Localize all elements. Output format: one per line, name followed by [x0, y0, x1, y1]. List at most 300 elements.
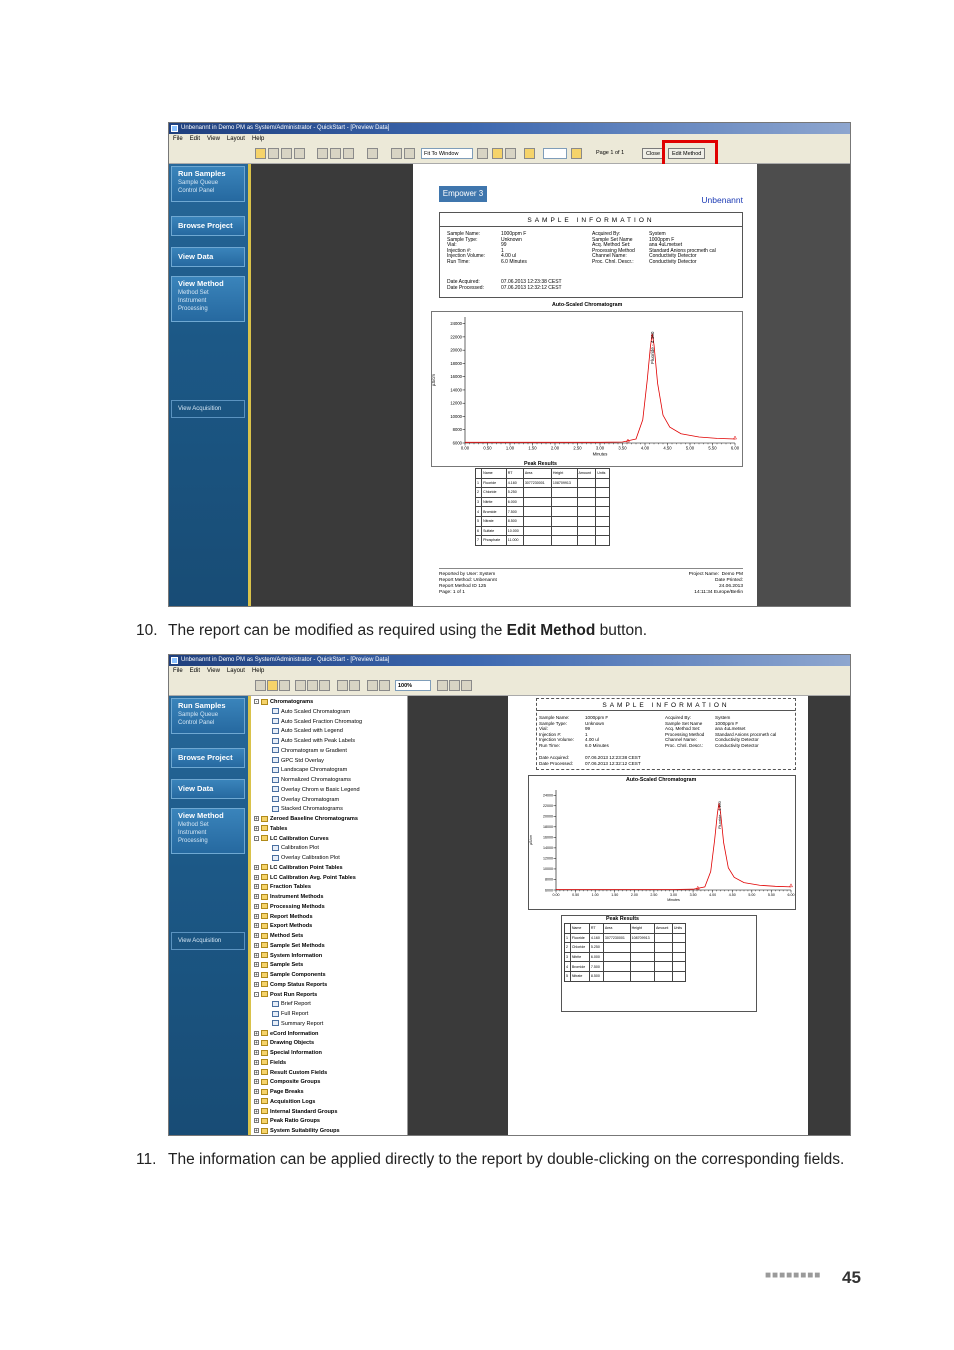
peak-results-table-2 — [564, 923, 686, 982]
report-object-icon — [272, 757, 279, 763]
page-number-select[interactable] — [543, 148, 567, 159]
tree-item[interactable] — [254, 1098, 315, 1108]
peak-table-header-cell: Name — [570, 924, 589, 934]
tree-item[interactable] — [254, 825, 287, 835]
table-cell — [596, 478, 610, 488]
tree-item-label: Overlay Calibration Plot — [281, 855, 340, 861]
report-title: Unbenannt — [701, 195, 743, 205]
report-object-tree — [251, 696, 408, 1135]
expand-icon[interactable]: + — [255, 1050, 258, 1056]
tree-item[interactable] — [254, 1127, 340, 1136]
report-footer-right: Project Name: Demo PM Date Printed: 24.06.2013 14:11:34 Europe/Berlin — [688, 572, 743, 595]
info-divider-2 — [537, 710, 795, 711]
tree-item[interactable] — [272, 766, 347, 776]
undo-icon[interactable] — [337, 680, 348, 691]
menu-view[interactable]: View — [207, 136, 220, 142]
editor-margin-right — [808, 696, 850, 1135]
table-cell: 5 — [565, 971, 571, 981]
table-cell — [523, 536, 551, 546]
y-axis-label: µS/cm — [431, 374, 436, 386]
tree-item[interactable] — [254, 698, 313, 708]
table-cell — [551, 536, 577, 546]
tree-item-label: Method Sets — [270, 933, 304, 939]
sidebar-run-samples-2[interactable]: Run Samples Sample Queue Control Panel — [171, 698, 245, 734]
tree-item[interactable] — [254, 1078, 320, 1088]
step-10-number: 10. — [136, 622, 158, 639]
peak-table-header-cell: Units — [672, 924, 685, 934]
folder-icon — [261, 884, 268, 890]
tree-item[interactable] — [254, 893, 323, 903]
expand-icon[interactable]: + — [255, 1098, 258, 1104]
tree-item[interactable] — [272, 776, 351, 786]
table-cell: 4.160 — [589, 933, 603, 943]
sidebar-view-data[interactable]: View Data — [171, 247, 245, 267]
step-10-bold: Edit Method — [506, 622, 596, 639]
table-cell: 2 — [476, 488, 482, 498]
tree-item-label: eCord Information — [270, 1030, 319, 1037]
y-tick-label: 18000 — [450, 360, 462, 366]
report-object-icon — [272, 708, 279, 714]
table-row — [565, 971, 686, 981]
folder-icon — [261, 933, 268, 939]
expand-icon[interactable]: + — [255, 816, 258, 822]
tree-item[interactable] — [254, 835, 329, 845]
sidebar-browse-project-2[interactable]: Browse Project — [171, 748, 245, 768]
table-cell — [551, 507, 577, 517]
expand-icon[interactable]: + — [255, 825, 258, 831]
sidebar-2 — [169, 696, 251, 1135]
table-cell — [577, 478, 596, 488]
next-page-icon[interactable] — [404, 148, 415, 159]
peak-results-title: Peak Results — [524, 461, 557, 467]
first-page-icon[interactable] — [477, 148, 488, 159]
menu-edit[interactable]: Edit — [189, 136, 201, 142]
y-tick-label: 24000 — [543, 793, 553, 798]
sample-information-title-2: SAMPLE INFORMATION — [602, 702, 730, 709]
report-object-icon — [272, 747, 279, 753]
tree-item-label: Summary Report — [281, 1020, 324, 1027]
tree-item[interactable] — [254, 1030, 318, 1040]
tree-item-label: Landscape Chromatogram — [281, 767, 348, 774]
report-layout-page — [508, 696, 810, 1135]
step-11-text: The information can be applied directly to the report by double-clicking on the corresponding fields. — [168, 1151, 845, 1168]
chromatogram-chart — [431, 311, 743, 467]
tree-item-label: Result Custom Fields — [270, 1069, 328, 1076]
tree-item-label: Auto Scaled with Peak Labels — [281, 738, 356, 744]
cut-icon[interactable] — [295, 680, 306, 691]
tree-item-label: LC Calibration Point Tables — [270, 864, 343, 871]
tree-item[interactable] — [272, 786, 360, 796]
sidebar-browse-project[interactable]: Browse Project — [171, 216, 245, 236]
close-button[interactable]: Close — [642, 148, 664, 159]
peak-table-header-cell: Amount — [655, 924, 673, 934]
table-cell: 8.500 — [589, 971, 603, 981]
report-object-icon — [272, 786, 279, 792]
table-cell: Fluoride — [482, 478, 507, 488]
peak-label: Fluoride - 4.160 — [650, 331, 656, 364]
tree-item-label: Special Information — [270, 1050, 322, 1056]
x-tick-label: 5.00 — [685, 445, 695, 451]
tree-item[interactable] — [272, 708, 350, 718]
peak-label: Fluoride - 4.160 — [716, 801, 722, 829]
table-cell — [596, 536, 610, 546]
edit-method-button[interactable]: Edit Method — [668, 148, 705, 159]
sidebar-run-samples[interactable]: Run Samples Sample Queue Control Panel — [171, 166, 245, 202]
zoom-in-icon[interactable] — [317, 148, 328, 159]
tree-item[interactable] — [272, 854, 340, 864]
tree-item[interactable] — [272, 1000, 311, 1010]
tree-item[interactable] — [254, 815, 358, 825]
peak-table-header — [476, 469, 610, 479]
expand-icon[interactable]: + — [255, 933, 258, 939]
x-tick-label: 2.50 — [573, 445, 582, 451]
table-cell — [596, 488, 610, 498]
editor-toolbar — [169, 676, 850, 696]
table-cell — [630, 962, 654, 972]
folder-icon — [261, 923, 268, 929]
up-icon[interactable] — [461, 680, 472, 691]
tree-item-label: Peak Ratio Groups — [270, 1118, 321, 1125]
step-11-number: 11. — [136, 1151, 157, 1168]
x-tick-label: 1.00 — [505, 445, 515, 451]
table-cell — [655, 962, 673, 972]
tree-item-label: Sample Components — [270, 972, 326, 978]
peak-table-header-cell: RT — [589, 924, 603, 934]
table-cell: 7.500 — [506, 507, 523, 517]
table-cell — [523, 526, 551, 536]
menu-view-2[interactable]: View — [207, 668, 220, 674]
expand-icon[interactable]: + — [255, 884, 258, 890]
page-number: 45 — [842, 1268, 861, 1287]
tree-item[interactable] — [272, 805, 343, 815]
folder-icon — [261, 942, 268, 948]
info-date-labels-2: Date Acquired: Date Processed: — [539, 755, 573, 766]
table-cell: Bromide — [570, 962, 589, 972]
table-cell — [672, 962, 685, 972]
menu-help-2[interactable]: Help — [251, 668, 265, 674]
series-line — [556, 803, 791, 889]
sidebar-view-data-2[interactable]: View Data — [171, 779, 245, 799]
tree-item[interactable] — [272, 796, 339, 806]
y-tick-label: 20000 — [543, 814, 553, 819]
x-tick-label: 4.50 — [728, 893, 736, 898]
tree-item-label: Processing Methods — [270, 903, 325, 910]
x-tick-label: 0.00 — [552, 893, 560, 898]
folder-icon — [261, 825, 268, 831]
folder-icon — [261, 903, 268, 909]
sample-information-title: SAMPLE INFORMATION — [527, 217, 655, 224]
sidebar-view-method-2[interactable]: View Method Method Set Instrument Processing — [171, 808, 245, 854]
chart-title-2: Auto-Scaled Chromatogram — [626, 777, 697, 783]
y-tick-label: 10000 — [450, 413, 462, 419]
table-cell: 6 — [476, 526, 482, 536]
tree-item[interactable] — [254, 1039, 314, 1049]
x-tick-label: 1.00 — [591, 893, 599, 898]
tree-item[interactable] — [254, 991, 317, 1001]
export-icon[interactable] — [492, 148, 503, 159]
menu-edit-2[interactable]: Edit — [189, 668, 201, 674]
tree-item[interactable] — [272, 1010, 308, 1020]
x-tick-label: 4.50 — [663, 445, 672, 451]
table-row — [476, 497, 610, 507]
menu-layout-2[interactable]: Layout — [226, 668, 245, 674]
tree-item-label: Tables — [270, 825, 288, 832]
table-cell — [596, 497, 610, 507]
y-tick-label: 18000 — [543, 825, 553, 830]
prev-page-icon[interactable] — [391, 148, 402, 159]
folder-icon — [261, 1108, 268, 1114]
screenshot-report-preview — [168, 122, 851, 607]
folder-icon — [261, 874, 268, 880]
tree-item-label: Chromatograms — [270, 699, 314, 705]
table-cell — [603, 962, 630, 972]
expand-icon[interactable]: + — [255, 894, 258, 900]
save-icon[interactable] — [268, 148, 279, 159]
peak-table-header-cell: Height — [630, 924, 654, 934]
report-object-icon — [272, 845, 279, 851]
sidebar-view-method[interactable]: View Method Method Set Instrument Processing — [171, 276, 245, 322]
menu-help[interactable]: Help — [251, 136, 265, 142]
folder-icon — [261, 1128, 268, 1134]
folder-icon — [261, 1098, 268, 1104]
table-cell — [551, 497, 577, 507]
folder-icon — [261, 835, 268, 841]
sidebar-view-acquisition[interactable]: View Acquisition — [171, 400, 245, 418]
tree-item-label: Brief Report — [281, 1001, 311, 1008]
x-axis-label: Minutes — [667, 898, 680, 903]
expand-icon[interactable]: + — [255, 1040, 258, 1046]
folder-icon — [261, 1050, 268, 1056]
tree-item[interactable] — [254, 1088, 304, 1098]
x-tick-label: 3.00 — [670, 893, 677, 898]
table-row — [476, 507, 610, 517]
peak-end-marker — [734, 436, 737, 439]
expand-icon[interactable]: + — [255, 1089, 258, 1095]
menu-file[interactable]: File — [173, 136, 183, 142]
table-cell — [577, 536, 596, 546]
zoom-select[interactable]: Fit To Window — [421, 148, 473, 159]
save-icon-2[interactable] — [279, 680, 290, 691]
tree-item[interactable] — [254, 961, 303, 971]
tree-item[interactable] — [254, 932, 303, 942]
table-cell — [630, 971, 654, 981]
tree-item[interactable] — [272, 727, 343, 737]
table-cell — [672, 943, 685, 953]
expand-icon[interactable]: + — [255, 1059, 258, 1065]
expand-icon[interactable]: + — [255, 1118, 258, 1124]
menu-bar — [169, 134, 850, 144]
tree-item[interactable] — [254, 864, 343, 874]
y-tick-label: 14000 — [543, 846, 553, 851]
expand-icon[interactable]: + — [255, 864, 258, 870]
table-row — [476, 526, 610, 536]
open-icon-2[interactable] — [267, 680, 278, 691]
expand-icon[interactable]: + — [255, 972, 258, 978]
tree-item[interactable] — [254, 1108, 337, 1118]
pencil-icon[interactable] — [571, 148, 582, 159]
table-cell: 108709913 — [630, 933, 654, 943]
table-cell: 1 — [565, 933, 571, 943]
preview-toolbar — [169, 144, 850, 164]
x-tick-label: 2.00 — [550, 445, 560, 451]
expand-icon[interactable]: + — [255, 1128, 258, 1134]
settings-icon[interactable] — [524, 148, 535, 159]
collapse-icon[interactable]: - — [255, 835, 258, 841]
folder-icon — [261, 816, 268, 822]
table-cell: 3077230001 — [603, 933, 630, 943]
expand-icon[interactable]: + — [255, 981, 258, 987]
table-row — [565, 962, 686, 972]
preview-icon[interactable] — [437, 680, 448, 691]
expand-icon[interactable]: + — [255, 923, 258, 929]
table-cell: Sulfate — [482, 526, 507, 536]
table-cell — [655, 952, 673, 962]
print-icon[interactable] — [281, 148, 292, 159]
tree-item[interactable] — [254, 1049, 322, 1059]
tree-item[interactable] — [272, 737, 355, 747]
tree-item[interactable] — [272, 718, 362, 728]
tree-item-label: Post Run Reports — [270, 991, 318, 998]
print-icon-2[interactable] — [449, 680, 460, 691]
table-cell — [672, 933, 685, 943]
tree-item-label: Calibration Plot — [281, 845, 319, 852]
x-tick-label: 1.50 — [611, 893, 619, 898]
menu-file-2[interactable]: File — [173, 668, 183, 674]
expand-icon[interactable]: + — [255, 913, 258, 919]
table-cell — [655, 943, 673, 953]
tree-item[interactable] — [254, 981, 327, 991]
window-titlebar — [169, 123, 850, 134]
empower-logo: Empower 3 — [439, 186, 487, 202]
folder-icon — [261, 952, 268, 958]
folder-icon — [261, 972, 268, 978]
copy-icon-2[interactable] — [307, 680, 318, 691]
tree-item[interactable] — [254, 903, 325, 913]
tree-item[interactable] — [254, 1117, 320, 1127]
copy-icon[interactable] — [294, 148, 305, 159]
collapse-icon[interactable]: - — [255, 991, 258, 997]
tree-item[interactable] — [254, 971, 326, 981]
report-object-icon — [272, 1020, 279, 1026]
info-date-values-2: 07.06.2013 12:23:38 CEST 07.06.2013 12:32:12 CEST — [585, 755, 641, 766]
tree-item[interactable] — [254, 1059, 286, 1069]
report-object-icon — [272, 767, 279, 773]
tree-item[interactable] — [272, 757, 324, 767]
zoom-select-2[interactable]: 100% — [395, 680, 431, 691]
tree-item[interactable] — [272, 1020, 323, 1030]
table-cell — [655, 971, 673, 981]
expand-icon[interactable]: + — [255, 1030, 258, 1036]
collapse-icon[interactable]: - — [255, 699, 258, 705]
tree-item-label: Internal Standard Groups — [270, 1108, 338, 1115]
folder-icon — [261, 913, 268, 919]
tree-item[interactable] — [272, 747, 347, 757]
paste-icon[interactable] — [319, 680, 330, 691]
expand-icon[interactable]: + — [255, 1108, 258, 1114]
zoom-out-icon[interactable] — [330, 148, 341, 159]
y-axis-label: µS/cm — [529, 834, 533, 846]
report-footer-left: Reported by User: System Report Method: Unbenannt Report Method ID 125 Page: 1 of 1 — [439, 572, 497, 595]
expand-icon[interactable]: + — [255, 942, 258, 948]
expand-icon[interactable]: + — [255, 1079, 258, 1085]
report-object-icon — [272, 796, 279, 802]
x-tick-label: 4.00 — [709, 893, 717, 898]
redo-icon[interactable] — [349, 680, 360, 691]
expand-icon[interactable]: + — [255, 903, 258, 909]
tree-item-label: Composite Groups — [270, 1079, 321, 1086]
expand-icon[interactable]: + — [255, 1069, 258, 1075]
sidebar-view-acquisition-2[interactable]: View Acquisition — [171, 932, 245, 950]
tree-item-label: Fields — [270, 1059, 287, 1066]
page-icon[interactable] — [343, 148, 354, 159]
y-tick-label: 16000 — [450, 374, 462, 380]
table-row — [476, 488, 610, 498]
peak-table-header-cell: Units — [596, 469, 610, 479]
table-row — [565, 952, 686, 962]
tree-item-label: Overlay Chromatogram — [281, 796, 340, 803]
expand-icon[interactable]: + — [255, 962, 258, 968]
info-left-labels-2: Sample Name: Sample Type: Vial: Injection #: Injection Volume: Run Time: — [539, 715, 574, 748]
tree-item-label: Stacked Chromatograms — [281, 806, 343, 813]
tree-item-label: LC Calibration Curves — [270, 835, 329, 842]
tree-item[interactable] — [272, 844, 319, 854]
y-tick-label: 6000 — [452, 440, 462, 446]
table-cell — [577, 526, 596, 536]
x-tick-label: 5.50 — [767, 893, 775, 898]
x-tick-label: 3.50 — [618, 445, 627, 451]
x-tick-label: 0.00 — [460, 445, 470, 451]
table-cell: Nitrate — [482, 516, 507, 526]
info-date-values: 07.06.2013 12:23:38 CEST 07.06.2013 12:32:12 CEST — [501, 279, 562, 291]
page-setup-icon[interactable] — [367, 680, 378, 691]
peak-table-header — [565, 924, 686, 934]
tree-item-label: Full Report — [281, 1011, 309, 1017]
tree-item[interactable] — [254, 942, 325, 952]
menu-layout[interactable]: Layout — [226, 136, 245, 142]
open-icon[interactable] — [255, 148, 266, 159]
page-layout-icon[interactable] — [379, 680, 390, 691]
tree-item-label: Chromatogram w Gradient — [281, 747, 347, 754]
table-cell — [523, 497, 551, 507]
fit-page-icon[interactable] — [367, 148, 378, 159]
tree-item[interactable] — [254, 913, 313, 923]
table-cell: 10.000 — [506, 526, 523, 536]
table-cell: 5 — [476, 516, 482, 526]
x-tick-label: 2.00 — [630, 893, 638, 898]
editor-background — [408, 696, 508, 1135]
tree-item[interactable] — [254, 1069, 327, 1079]
table-cell: 4 — [476, 507, 482, 517]
tree-item[interactable] — [254, 874, 356, 884]
mail-icon[interactable] — [505, 148, 516, 159]
table-cell: Nitrate — [570, 971, 589, 981]
folder-icon — [261, 1030, 268, 1036]
table-cell: 3 — [565, 952, 571, 962]
expand-icon[interactable]: + — [255, 874, 258, 880]
table-cell: 3077230001 — [523, 478, 551, 488]
y-tick-label: 12000 — [543, 856, 553, 861]
expand-icon[interactable]: + — [255, 952, 258, 958]
tree-item[interactable] — [254, 952, 322, 962]
y-tick-label: 22000 — [450, 334, 462, 340]
table-cell — [523, 516, 551, 526]
tree-item[interactable] — [254, 883, 311, 893]
table-cell — [672, 952, 685, 962]
app-icon — [171, 125, 178, 132]
tree-item-label: Sample Set Methods — [270, 942, 325, 949]
select-icon[interactable] — [255, 680, 266, 691]
tree-item[interactable] — [254, 922, 312, 932]
